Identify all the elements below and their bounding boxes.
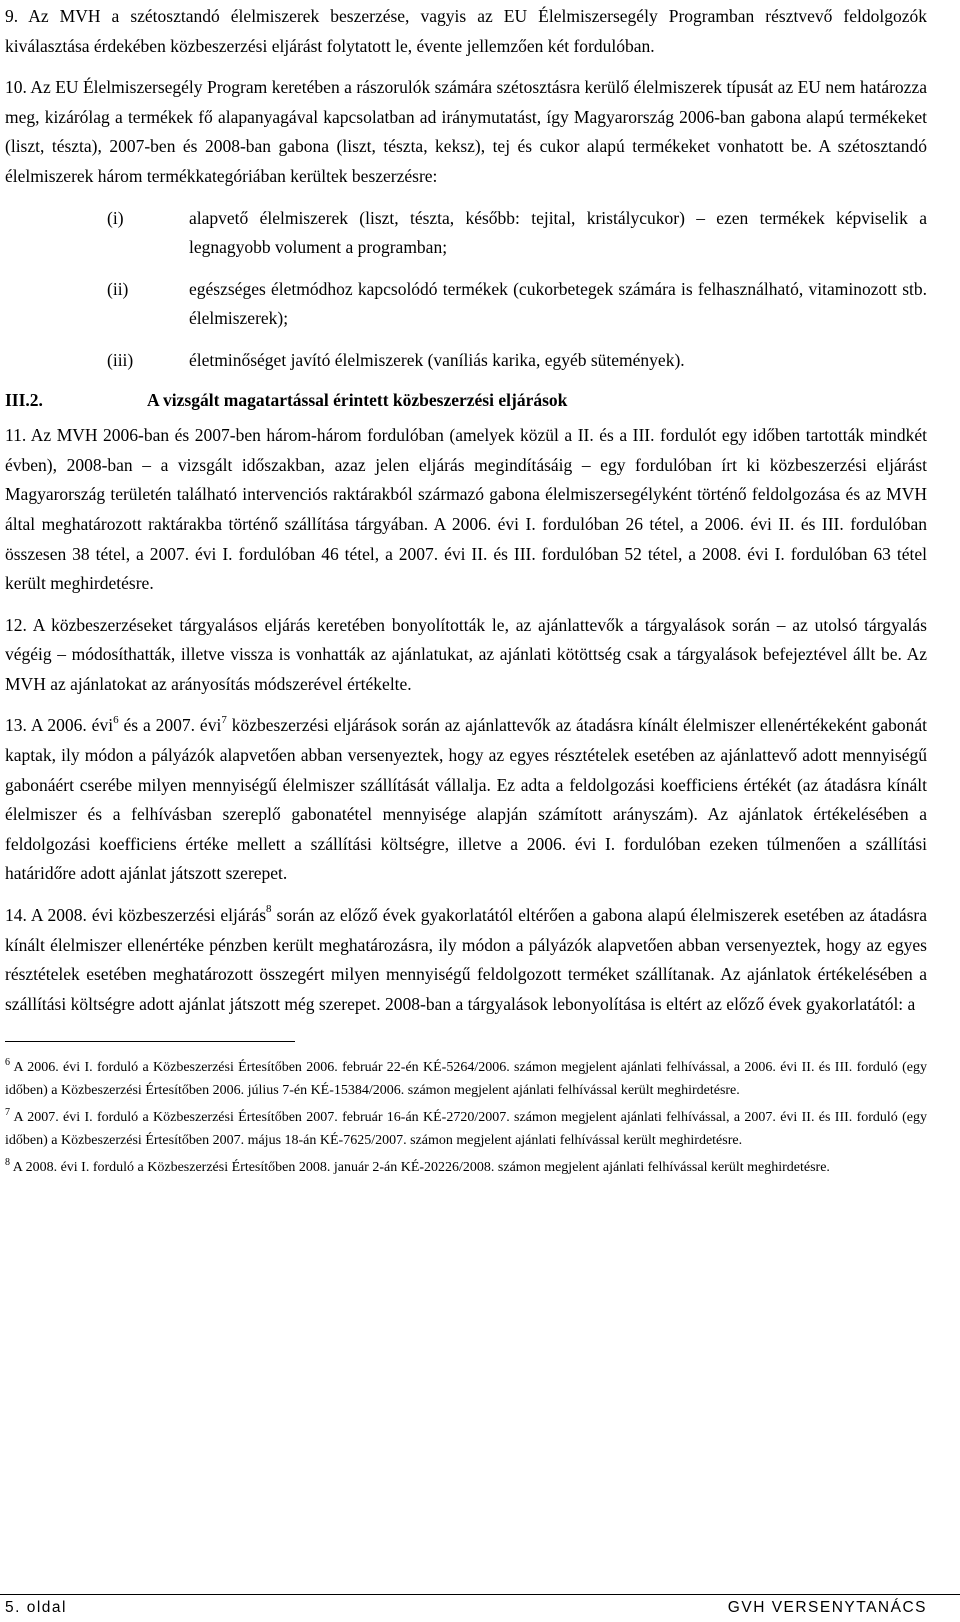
list-item (5, 346, 927, 376)
footnote-7 (5, 1106, 927, 1152)
paragraph-11: 11. Az MVH 2006-ban és 2007-ben három-három fordulóban (amelyek közül a II. és a III. fordulót egy időben tartották mindkét évben), 2008-ban – a vizsgált időszakban, azaz jelen eljárás megindításáig – egy fordulóban írt ki közbeszerzési eljárást Magyarország területén található intervenciós raktárakból származó gabona élelmiszersegélyként történő feldolgozása és az MVH által meghatározott raktárakba történő szállítása tárgyában. A 2006. évi I. fordulóban 26 tétel, a 2006. évi II. és III. fordulóban összesen 38 tétel, a 2007. évi I. fordulóban 46 tétel, a 2007. évi II. és III. fordulóban 52 tétel, a 2008. évi I. fordulóban 63 tétel került meghirdetésre. (5, 425, 927, 594)
footnote-number: 8 (5, 1156, 10, 1168)
list-item-text: egészséges életmódhoz kapcsolódó termékek (cukorbetegek számára is felhasználható, vitaminozott stb. élelmiszerek); (189, 278, 927, 329)
footnote-ref-7[interactable]: 7 (221, 713, 227, 726)
footnote-text: A 2006. évi I. forduló a Közbeszerzési Értesítőben 2006. február 22-én KÉ-5264/2006. számon megjelent ajánlati felhívással, a 2006. évi II. és III. forduló (egy időben) a Közbeszerzési Értesítőben 2006. július 7-én KÉ-15384/2006. számon megjelent ajánlati felhívással került meghirdetésre. (5, 1060, 927, 1099)
footer-organization: GVH VERSENYTANÁCS (727, 1599, 927, 1616)
footnote-number: 7 (5, 1106, 10, 1118)
footnote-number: 6 (5, 1056, 10, 1068)
footnote-text: A 2007. évi I. forduló a Közbeszerzési Értesítőben 2007. február 16-án KÉ-2720/2007. számon megjelent ajánlati felhívással, a 2007. évi II. és III. forduló (egy időben) a Közbeszerzési Értesítőben 2007. május 18-án KÉ-7625/2007. számon megjelent ajánlati felhívással került meghirdetésre. (5, 1110, 927, 1149)
list-item-text: életminőséget javító élelmiszerek (vaníliás karika, egyéb sütemények). (189, 349, 685, 370)
list-item (5, 275, 927, 334)
section-number: III.2. (5, 389, 43, 410)
paragraph-13 (5, 711, 927, 889)
paragraph-10: 10. Az EU Élelmiszersegély Program keretében a rászorulók számára szétosztásra kerülő élelmiszerek típusát az EU nem határozza meg, kizárólag a termékek fő alapanyagával kapcsolatban ad iránymutatást, így Magyarország 2006-ban gabona alapú termékeket (liszt, tészta), 2007-ben és 2008-ban gabona (liszt, tészta, keksz), tej és cukor alapú termékeket vonhatott be. A szétosztandó élelmiszerek három termékkategóriában kerültek beszerzésre: (5, 77, 927, 186)
paragraph-13-text: 13. A 2006. évi (5, 715, 114, 736)
page-footer (0, 1594, 960, 1617)
paragraph-12: 12. A közbeszerzéseket tárgyalásos eljárás keretében bonyolították le, az ajánlattevők a tárgyalások során – az utolsó tárgyalás végéig – módosíthatták, illetve vissza is vonhatták az ajánlatukat, az ajánlati kötöttség csak a tárgyalások befejeztével állt be. Az MVH az ajánlatokat az arányosítás módszerével értékelte. (5, 614, 927, 694)
paragraph-13-text: közbeszerzési eljárások során az ajánlattevők az átadásra kínált élelmiszer ellenértékeként gabonát kaptak, ily módon a pályázók alapvetően abban versenyeztek, hogy az egyes résztételek esetében az ajánlattevő adott mennyiségű gabonáért cserébe milyen mennyiségű élelmiszer szállítását vállalja. Ez adta a feldolgozási koefficiens értékét (az átadásra kínált élelmiszer és a felhívásban szereplő gabonatétel mennyisége alapján számított arányszám). Az ajánlatok értékelésében a feldolgozási koefficiens értéke mellett a szállítási költségre, illetve a 2006. évi I. fordulóban ezeken túlmenően a szállítási határidőre adott ajánlat játszott szerepet. (5, 715, 928, 884)
list-item (5, 204, 927, 263)
page-number: 5. oldal (5, 1599, 67, 1616)
list-item-text: alapvető élelmiszerek (liszt, tészta, később: tejital, kristálycukor) – ezen termékek képviselik a legnagyobb volument a programban; (189, 207, 927, 258)
footnote-ref-6[interactable]: 6 (113, 713, 119, 726)
product-category-list (5, 204, 927, 376)
paragraph-14 (5, 901, 927, 1019)
footnote-text: A 2008. évi I. forduló a Közbeszerzési Értesítőben 2008. január 2-án KÉ-20226/2008. számon megjelent ajánlati felhívással került meghirdetésre. (10, 1160, 830, 1176)
footnote-8 (5, 1156, 927, 1179)
list-item-number: (i) (107, 207, 124, 228)
paragraph-14-text: 14. A 2008. évi közbeszerzési eljárás (5, 905, 267, 926)
footnote-separator (5, 1041, 295, 1042)
footnote-ref-8[interactable]: 8 (266, 903, 272, 916)
list-item-number: (iii) (107, 349, 134, 370)
paragraph-13-text: és a 2007. évi (118, 715, 222, 736)
footnote-6 (5, 1056, 927, 1102)
section-title: A vizsgált magatartással érintett közbeszerzési eljárások (147, 389, 568, 410)
paragraph-9: 9. Az MVH a szétosztandó élelmiszerek beszerzése, vagyis az EU Élelmiszersegély Programban résztvevő feldolgozók kiválasztása érdekében közbeszerzési eljárást folytatott le, évente jellemzően két fordulóban. (5, 6, 927, 56)
list-item-number: (ii) (107, 278, 129, 299)
section-heading (5, 386, 927, 416)
paragraph-14-text: során az előző évek gyakorlatától eltérően a gabona alapú élelmiszerek esetében az átadásra kínált élelmiszer ellenértéke pénzben került meghatározásra, ily módon a pályázók alapvetően abban versenyeztek, hogy az egyes résztételek esetében meghatározott összegért milyen mennyiségű feldolgozott terméket szállítanak. Az ajánlatok értékelésében a szállítási költségre adott ajánlat játszott még szerepet. 2008-ban a tárgyalások lebonyolítása is eltért az előző évek gyakorlatától: a (5, 905, 927, 1014)
